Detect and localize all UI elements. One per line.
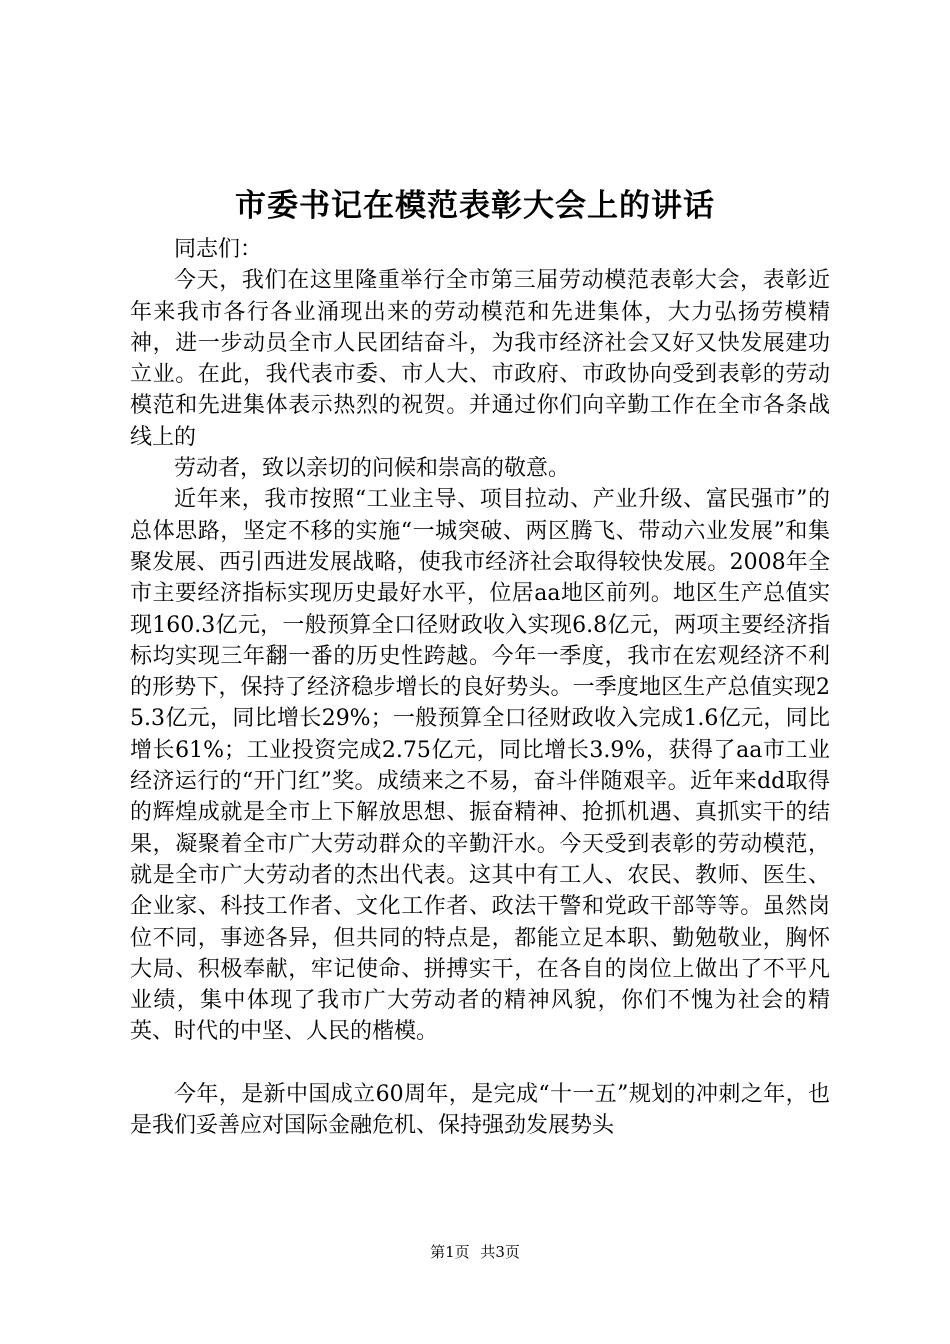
- page-footer: [0, 1242, 950, 1262]
- salutation: 同志们：: [174, 237, 263, 262]
- document-body: [130, 234, 830, 1141]
- paragraph-this-year: 今年，是新中国成立60周年，是完成“十一五”规划的冲刺之年，也是我们妥善应对国际金融危机、保持强劲发展势头: [130, 1081, 830, 1139]
- paragraph-greeting: 劳动者，致以亲切的问候和崇高的敬意。: [174, 456, 571, 482]
- paragraph-achievements: 近年来，我市按照“工业主导、项目拉动、产业升级、富民强市”的总体思路，坚定不移的实施“一城突破、两区腾飞、带动六业发展”和集聚发展、西引西进发展战略，使我市经济社会取得较快发展。2008年全市主要经济指标实现历史最好水平，位居aa地区前列。地区生产总值实现160.3亿元，一般预算全口径财政收入实现6.8亿元，两项主要经济指标均实现三年翻一番的历史性跨越。今年一季度，我市在宏观经济不利的形势下，保持了经济稳步增长的良好势头。一季度地区生产总值实现25.3亿元，同比增长29%；一般预算全口径财政收入完成1.6亿元，同比增长61%；工业投资完成2.75亿元，同比增长3.9%，获得了aa市工业经济运行的“开门红”奖。成绩来之不易，奋斗伴随艰辛。近年来dd取得的辉煌成就是全市上下解放思想、振奋精神、抢抓机遇、真抓实干的结果，凝聚着全市广大劳动群众的辛勤汗水。今天受到表彰的劳动模范，就是全市广大劳动者的杰出代表。这其中有工人、农民、教师、医生、企业家、科技工作者、文化工作者、政法干警和党政干部等等。虽然岗位不同，事迹各异，但共同的特点是，都能立足本职、勤勉敬业，胸怀大局、积极奉献，牢记使命、拼搏实干，在各自的岗位上做出了不平凡业绩，集中体现了我市广大劳动者的精神风貌，你们不愧为社会的精英、时代的中坚、人民的楷模。: [130, 487, 830, 1045]
- paragraph-opening: 今天，我们在这里隆重举行全市第三届劳动模范表彰大会，表彰近年来我市各行各业涌现出来的劳动模范和先进集体，大力弘扬劳模精神，进一步动员全市人民团结奋斗，为我市经济社会又好又快发展建功立业。在此，我代表市委、市人大、市政府、市政协向受到表彰的劳动模范和先进集体表示热烈的祝贺。并通过你们向辛勤工作在全市各条战线上的: [130, 268, 830, 450]
- page-total: 共3页: [480, 1243, 520, 1261]
- page-number: 第1页: [430, 1243, 470, 1261]
- document-title: 市委书记在模范表彰大会上的讲话: [235, 188, 715, 224]
